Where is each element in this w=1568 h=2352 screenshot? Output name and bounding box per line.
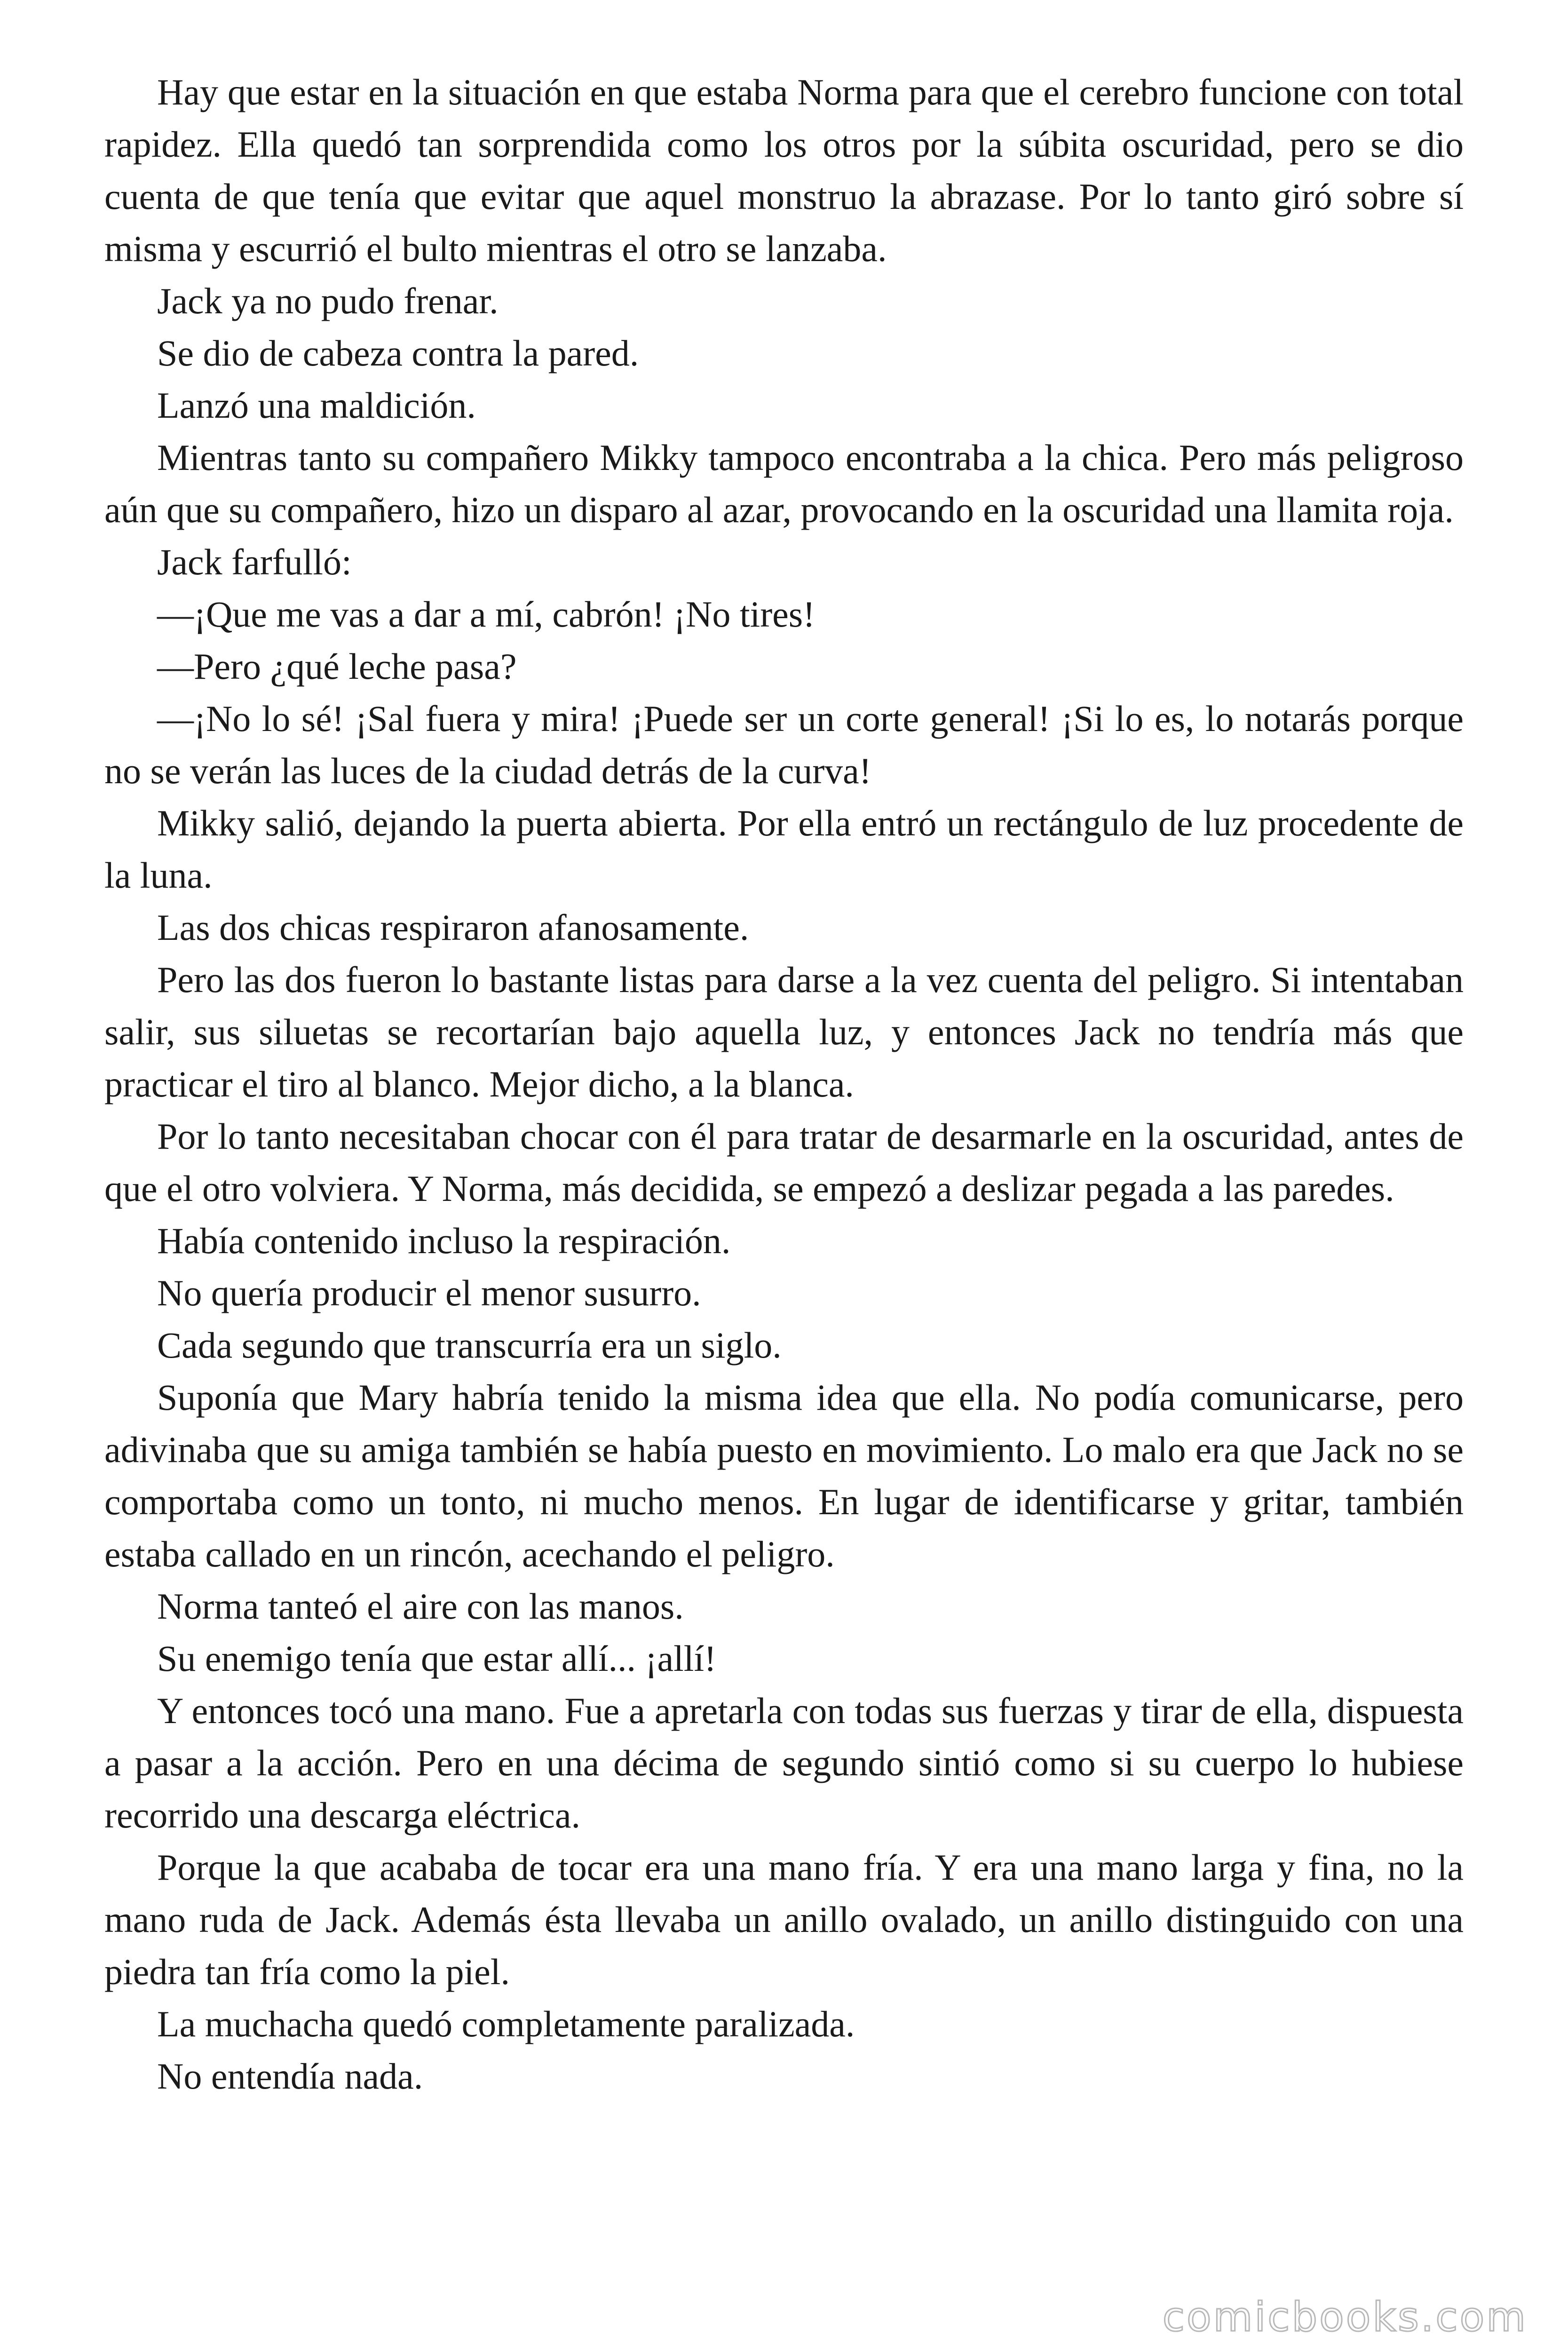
paragraph: Su enemigo tenía que estar allí... ¡allí! xyxy=(157,1638,717,1679)
paragraph: Pero las dos fueron lo bastante listas para darse a la vez cuenta del peligro. Si intentaban salir, sus siluetas se recortarían bajo aquella luz, y entonces Jack no tendría más que practicar el tiro al blanco. Mejor dicho, a la blanca. xyxy=(104,959,1464,1104)
dialogue-line: —¡No lo sé! ¡Sal fuera y mira! ¡Puede ser un corte general! ¡Si lo es, lo notarás porque no se verán las luces de la ciudad detrás de la curva! xyxy=(104,698,1464,791)
paragraph: Se dio de cabeza contra la pared. xyxy=(157,333,639,373)
paragraph: Las dos chicas respiraron afanosamente. xyxy=(157,907,749,948)
paragraph: La muchacha quedó completamente paralizada. xyxy=(157,2003,855,2044)
dialogue-line: —¡Que me vas a dar a mí, cabrón! ¡No tires! xyxy=(157,594,816,635)
watermark-logo: comicbooks.com xyxy=(1162,2294,1528,2341)
paragraph: Mikky salió, dejando la puerta abierta. Por ella entró un rectángulo de luz procedente de la luna. xyxy=(104,803,1464,896)
paragraph: Había contenido incluso la respiración. xyxy=(157,1220,731,1261)
paragraph: Por lo tanto necesitaban chocar con él para tratar de desarmarle en la oscuridad, antes de que el otro volviera. Y Norma, más decidida, se empezó a deslizar pegada a las paredes. xyxy=(104,1116,1464,1209)
paragraph: Hay que estar en la situación en que estaba Norma para que el cerebro funcione con total rapidez. Ella quedó tan sorprendida como los otros por la súbita oscuridad, pero se dio cuenta de que tenía que evitar que aquel monstruo la abrazase. Por lo tanto giró sobre sí misma y escurrió el bulto mientras el otro se lanzaba. xyxy=(104,72,1464,269)
paragraph: Cada segundo que transcurría era un siglo. xyxy=(157,1325,782,1366)
paragraph: Suponía que Mary habría tenido la misma idea que ella. No podía comunicarse, pero adivinaba que su amiga también se había puesto en movimiento. Lo malo era que Jack no se comportaba como un tonto, ni mucho menos. En lugar de identificarse y gritar, también estaba callado en un rincón, acechando el peligro. xyxy=(104,1377,1464,1574)
paragraph: Lanzó una maldición. xyxy=(157,385,476,426)
paragraph: Y entonces tocó una mano. Fue a apretarla con todas sus fuerzas y tirar de ella, dispuesta a pasar a la acción. Pero en una décima de segundo sintió como si su cuerpo lo hubiese recorrido una descarga eléctrica. xyxy=(104,1690,1464,1836)
dialogue-line: —Pero ¿qué leche pasa? xyxy=(157,646,517,687)
paragraph: Norma tanteó el aire con las manos. xyxy=(157,1586,684,1627)
paragraph: Porque la que acababa de tocar era una mano fría. Y era una mano larga y fina, no la mano ruda de Jack. Además ésta llevaba un anillo ovalado, un anillo distinguido con una piedra tan fría como la piel. xyxy=(104,1847,1464,1992)
page-text xyxy=(104,66,1464,2102)
paragraph: Jack ya no pudo frenar. xyxy=(157,280,499,321)
paragraph: Mientras tanto su compañero Mikky tampoco encontraba a la chica. Pero más peligroso aún que su compañero, hizo un disparo al azar, provocando en la oscuridad una llamita roja. xyxy=(104,437,1464,530)
paragraph: Jack farfulló: xyxy=(157,541,352,582)
paragraph: No quería producir el menor susurro. xyxy=(157,1272,701,1313)
paragraph: No entendía nada. xyxy=(157,2056,423,2097)
